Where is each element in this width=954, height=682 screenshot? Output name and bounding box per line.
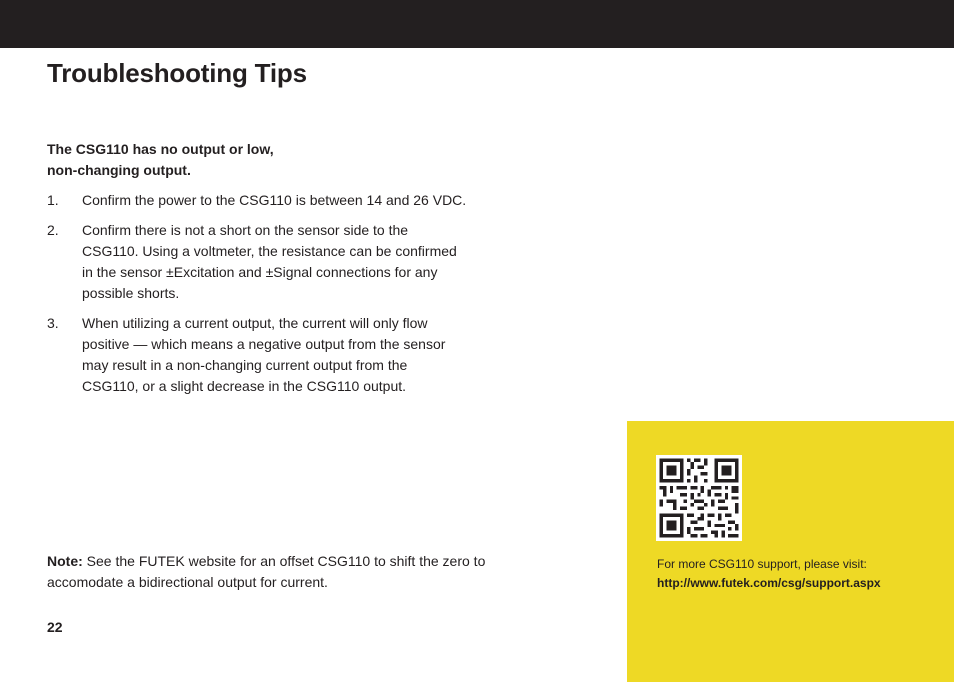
support-text-block	[657, 555, 947, 593]
section-heading	[47, 139, 347, 181]
list-item	[47, 313, 467, 397]
list-item-number: 3.	[47, 315, 59, 331]
page-number: 22	[47, 619, 63, 635]
qr-code-icon[interactable]	[656, 455, 742, 541]
list-item-text: When utilizing a current output, the current will only flow positive — which means a negative output from the sensor may result in a non-changing current output from the CSG110, or a slight decrease in the CSG110 output.	[82, 315, 446, 394]
header-bar	[0, 0, 954, 48]
list-item-number: 2.	[47, 222, 59, 238]
note-paragraph	[47, 551, 487, 593]
support-panel	[627, 421, 954, 682]
section-heading-line-2: non-changing output.	[47, 162, 191, 178]
qr-code-graphic	[656, 455, 742, 541]
support-url-link[interactable]: http://www.futek.com/csg/support.aspx	[657, 576, 881, 590]
support-message: For more CSG110 support, please visit:	[657, 557, 867, 571]
list-item-number: 1.	[47, 192, 59, 208]
note-label: Note:	[47, 553, 83, 569]
troubleshooting-list	[47, 190, 467, 406]
list-item	[47, 220, 467, 304]
note-text: See the FUTEK website for an offset CSG110 to shift the zero to accomodate a bidirectional output for current.	[47, 553, 486, 590]
list-item-text: Confirm there is not a short on the sensor side to the CSG110. Using a voltmeter, the resistance can be confirmed in the sensor ±Excitation and ±Signal connections for any possible shorts.	[82, 222, 457, 301]
section-heading-line-1: The CSG110 has no output or low,	[47, 141, 274, 157]
list-item	[47, 190, 467, 211]
list-item-text: Confirm the power to the CSG110 is between 14 and 26 VDC.	[82, 192, 467, 208]
page-title: Troubleshooting Tips	[47, 58, 307, 88]
